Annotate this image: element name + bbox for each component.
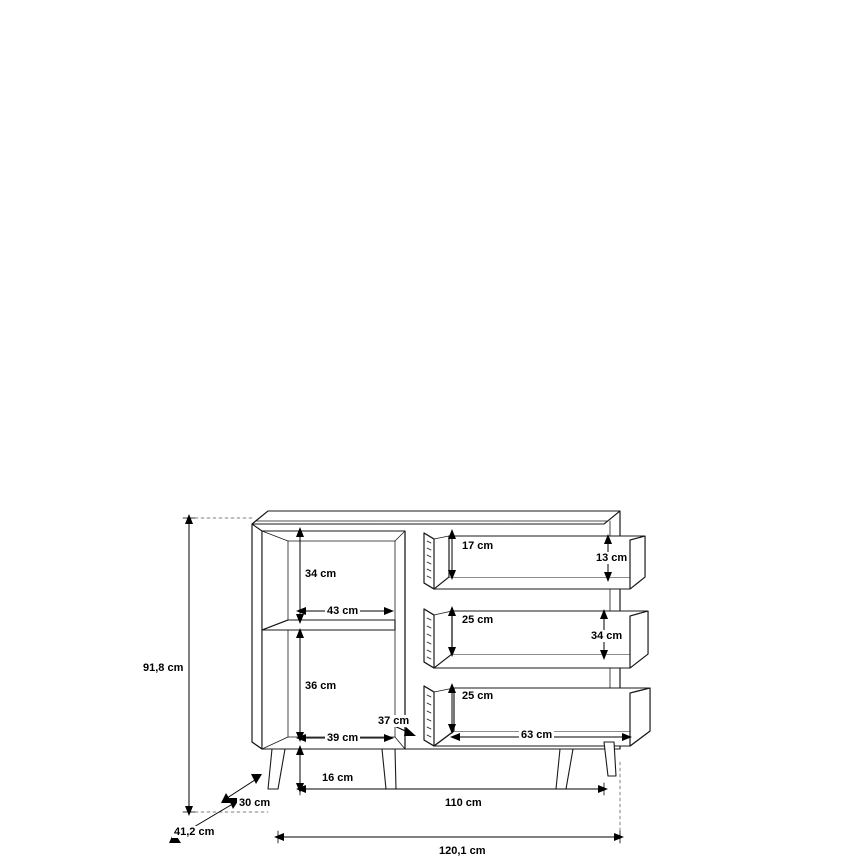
dim-label-upper-left-width: 43 cm [327, 605, 359, 617]
dim-label-upper-left-height: 34 cm [305, 568, 337, 580]
dim-label-overall-depth: 41,2 cm [174, 826, 215, 838]
dim-label-lower-left-height: 36 cm [305, 680, 337, 692]
dim-label-drawer-top-height: 17 cm [462, 540, 494, 552]
dim-label-drawer-top-side: 13 cm [596, 552, 628, 564]
dim-label-body-depth: 30 cm [239, 797, 271, 809]
dim-label-drawer-bottom-width: 63 cm [521, 729, 553, 741]
dim-label-lower-left-width: 39 cm [327, 732, 359, 744]
dim-label-drawer-middle-side: 34 cm [591, 630, 623, 642]
dim-label-leg-height: 16 cm [322, 772, 354, 784]
dim-label-drawer-bottom-height: 25 cm [462, 690, 494, 702]
dim-leg-height [296, 745, 304, 793]
dim-label-shelf-depth: 37 cm [378, 715, 410, 727]
cabinet-left-side-panel [252, 524, 262, 749]
cabinet-top-surface [252, 511, 620, 524]
dim-label-body-width: 110 cm [445, 797, 482, 809]
dim-label-drawer-middle-height: 25 cm [462, 614, 494, 626]
dim-label-overall-height: 91,8 cm [143, 662, 184, 674]
dim-label-overall-width: 120,1 cm [439, 845, 486, 857]
